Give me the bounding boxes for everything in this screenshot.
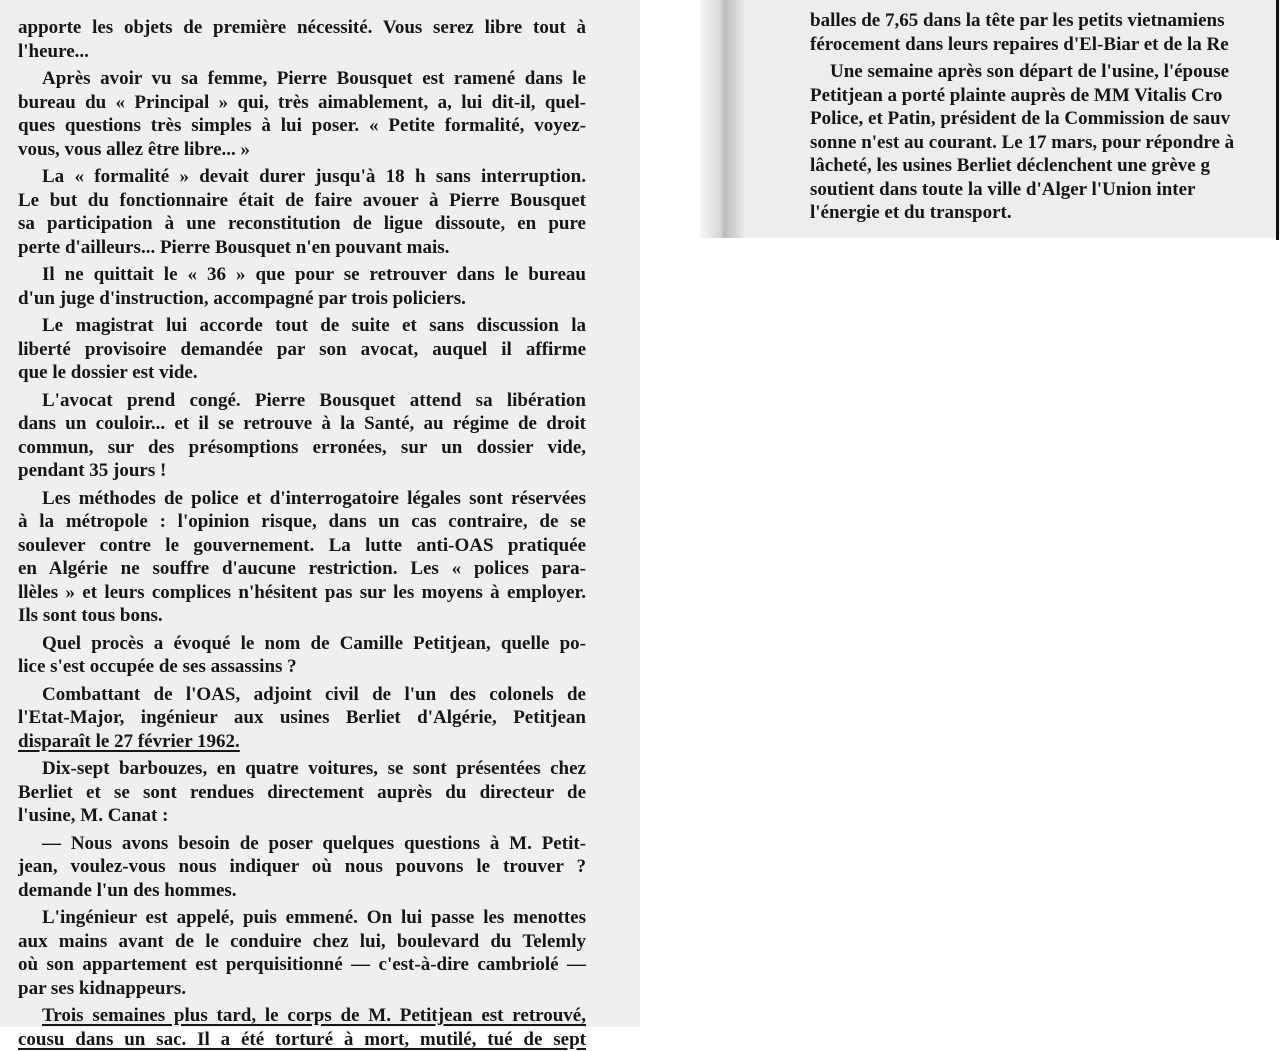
text-line: balles de 7,65 dans la tête par les petits vietnamiens [810, 9, 1276, 33]
paragraph-1 [18, 16, 586, 63]
page-gutter-shadow [700, 0, 744, 238]
text-line: que le dossier est vide. [18, 361, 586, 385]
paragraph-9 [18, 683, 586, 754]
paragraph-7 [18, 487, 586, 628]
text-line: d'un juge d'instruction, accompagné par trois policiers. [18, 287, 586, 311]
text-line: aux mains avant de le conduire chez lui, boulevard du Telemly [18, 930, 586, 954]
text-line: — Nous avons besoin de poser quelques questions à M. Petit- [18, 832, 586, 856]
paragraph-6 [18, 389, 586, 483]
text-line: Dix-sept barbouzes, en quatre voitures, se sont présentées chez [18, 757, 586, 781]
underlined-text-line: disparaît le 27 février 1962. [18, 730, 586, 754]
text-line: l'usine, M. Canat : [18, 804, 586, 828]
text-line: ques questions très simples à lui poser. « Petite formalité, voyez- [18, 114, 586, 138]
text-line: soulever contre le gouvernement. La lutte anti-OAS pratiquée [18, 534, 586, 558]
text-line: Berliet et se sont rendues directement auprès du directeur de [18, 781, 586, 805]
right-text-column [810, 9, 1276, 225]
text-line: bureau du « Principal » qui, très aimablement, a, lui dit-il, quel- [18, 91, 586, 115]
text-line: dans un couloir... et il se retrouve à la Santé, au régime de droit [18, 412, 586, 436]
paragraph-13 [18, 1004, 586, 1051]
text-line: Police, et Patin, président de la Commission de sauv [810, 107, 1276, 131]
text-line: vous, vous allez être libre... » [18, 138, 586, 162]
text-line: soutient dans toute la ville d'Alger l'Union inter [810, 178, 1276, 202]
underlined-text-line: cousu dans un sac. Il a été torturé à mort, mutilé, tué de sept [18, 1028, 586, 1051]
text-line: Petitjean a porté plainte auprès de MM Vitalis Cro [810, 84, 1276, 108]
text-line: lâcheté, les usines Berliet déclenchent une grève g [810, 154, 1276, 178]
paragraph-r1 [810, 9, 1276, 56]
text-line: en Algérie ne souffre d'aucune restriction. Les « polices para- [18, 557, 586, 581]
text-line: perte d'ailleurs... Pierre Bousquet n'en pouvant mais. [18, 236, 586, 260]
text-line: à la métropole : l'opinion risque, dans un cas contraire, de se [18, 510, 586, 534]
text-line: jean, voulez-vous nous indiquer où nous pouvons le trouver ? [18, 855, 586, 879]
text-line: L'ingénieur est appelé, puis emmené. On lui passe les menottes [18, 906, 586, 930]
text-line: Il ne quittait le « 36 » que pour se retrouver dans le bureau [18, 263, 586, 287]
text-line: L'avocat prend congé. Pierre Bousquet attend sa libération [18, 389, 586, 413]
paragraph-3 [18, 165, 586, 259]
text-line: apporte les objets de première nécessité. Vous serez libre tout à [18, 16, 586, 40]
text-line: par ses kidnappeurs. [18, 977, 586, 1001]
text-line: La « formalité » devait durer jusqu'à 18 h sans interruption. [18, 165, 586, 189]
text-line: Une semaine après son départ de l'usine, l'épouse [810, 60, 1276, 84]
text-line: Combattant de l'OAS, adjoint civil de l'un des colonels de [18, 683, 586, 707]
text-line: Le magistrat lui accorde tout de suite et sans discussion la [18, 314, 586, 338]
text-line: pendant 35 jours ! [18, 459, 586, 483]
text-line: sonne n'est au courant. Le 17 mars, pour répondre à [810, 131, 1276, 155]
text-line: lice s'est occupée de ses assassins ? [18, 655, 586, 679]
paragraph-2 [18, 67, 586, 161]
paragraph-8 [18, 632, 586, 679]
text-line: sa participation à une reconstitution de ligue dissoute, en pure [18, 212, 586, 236]
text-line: Les méthodes de police et d'interrogatoire légales sont réservées [18, 487, 586, 511]
text-line: Ils sont tous bons. [18, 604, 586, 628]
text-line: llèles » et leurs complices n'hésitent pas sur les moyens à employer. [18, 581, 586, 605]
text-line: l'Etat-Major, ingénieur aux usines Berliet d'Algérie, Petitjean [18, 706, 586, 730]
text-line: demande l'un des hommes. [18, 879, 586, 903]
underlined-text-line: Trois semaines plus tard, le corps de M. Petitjean est retrouvé, [18, 1004, 586, 1028]
paragraph-5 [18, 314, 586, 385]
paragraph-10 [18, 757, 586, 828]
text-line: Après avoir vu sa femme, Pierre Bousquet est ramené dans le [18, 67, 586, 91]
text-line: l'énergie et du transport. [810, 201, 1276, 225]
text-line: Le but du fonctionnaire était de faire avouer à Pierre Bousquet [18, 189, 586, 213]
text-line: l'heure... [18, 40, 586, 64]
text-line: commun, sur des présomptions erronées, sur un dossier vide, [18, 436, 586, 460]
paragraph-4 [18, 263, 586, 310]
text-line: liberté provisoire demandée par son avocat, auquel il affirme [18, 338, 586, 362]
text-line: Quel procès a évoqué le nom de Camille Petitjean, quelle po- [18, 632, 586, 656]
paragraph-11 [18, 832, 586, 903]
paragraph-12 [18, 906, 586, 1000]
paragraph-r2 [810, 60, 1276, 225]
left-text-column [18, 16, 586, 1051]
text-line: férocement dans leurs repaires d'El-Biar et de la Re [810, 33, 1276, 57]
page-edge-line [1276, 0, 1279, 240]
text-line: où son appartement est perquisitionné — c'est-à-dire cambriolé — [18, 953, 586, 977]
